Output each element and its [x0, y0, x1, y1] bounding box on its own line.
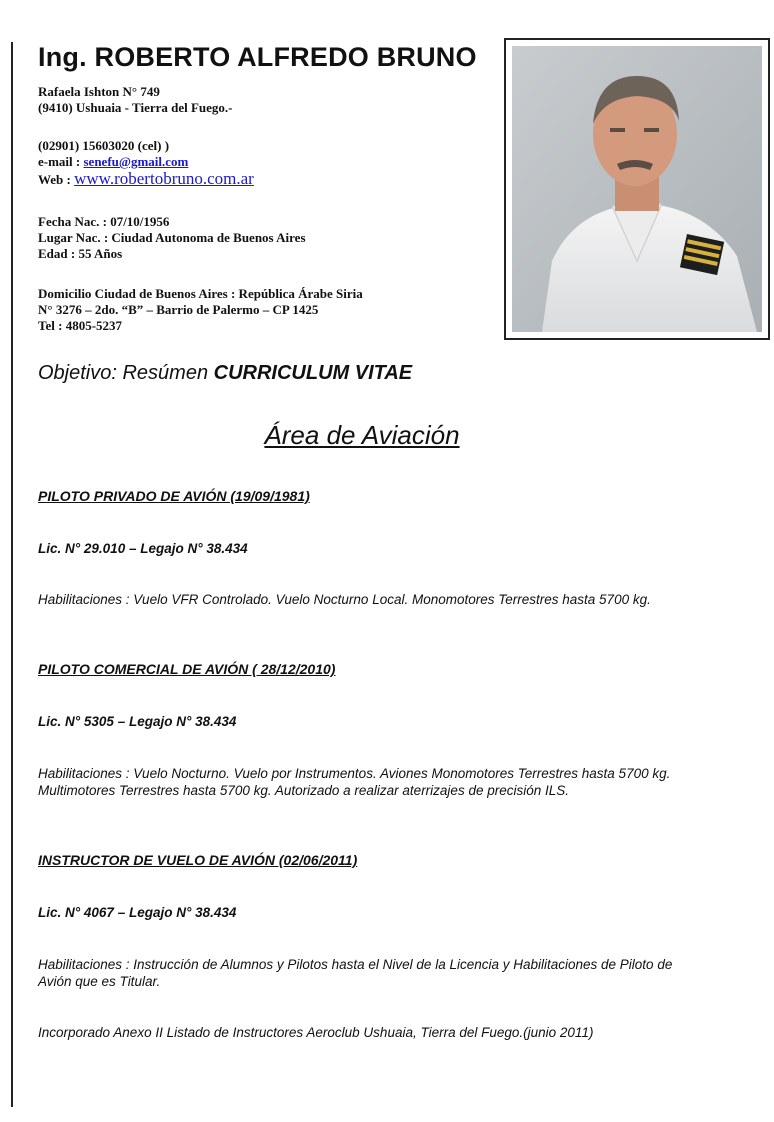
- license-title: INSTRUCTOR DE VUELO DE AVIÓN (02/06/2011): [38, 852, 358, 868]
- left-margin-rule: [11, 42, 13, 1107]
- license-ratings: Habilitaciones : Instrucción de Alumnos y Pilotos hasta el Nivel de la Licencia y Habilitaciones de Piloto de Avión que es Titular.: [38, 957, 673, 989]
- web-row: [38, 171, 254, 188]
- phone: (02901) 15603020 (cel) ): [38, 138, 170, 153]
- license-number: Lic. N° 4067 – Legajo N° 38.434: [38, 905, 237, 920]
- contact-block: [38, 138, 254, 188]
- objective: [38, 362, 412, 385]
- license-ratings: Habilitaciones : Vuelo VFR Controlado. Vuelo Nocturno Local. Monomotores Terrestres hasta 5700 kg.: [38, 592, 651, 607]
- age: Edad : 55 Años: [38, 246, 123, 261]
- license-ratings: Habilitaciones : Vuelo Nocturno. Vuelo por Instrumentos. Aviones Monomotores Terrestres hasta 5700 kg. Multimotores Terrestres hasta 5700 kg. Autorizado a realizar aterrizajes de precisión ILS.: [38, 766, 671, 798]
- email-link[interactable]: senefu@gmail.com: [83, 154, 189, 169]
- candidate-name: Ing. ROBERTO ALFREDO BRUNO: [38, 42, 477, 72]
- objective-value: CURRICULUM VITAE: [213, 362, 413, 384]
- email-row: [38, 154, 254, 170]
- license-number: Lic. N° 5305 – Legajo N° 38.434: [38, 714, 237, 729]
- section-title: Área de Aviación: [264, 420, 460, 450]
- ba-address-line2: N° 3276 – 2do. “B” – Barrio de Palermo – CP 1425: [38, 302, 319, 317]
- objective-label: Objetivo: Resúmen: [38, 362, 214, 384]
- web-label: Web :: [38, 172, 75, 187]
- license-title: PILOTO COMERCIAL DE AVIÓN ( 28/12/2010): [38, 661, 336, 677]
- personal-data-block: [38, 214, 306, 262]
- email-label: e-mail :: [38, 154, 84, 169]
- profile-photo: [512, 46, 762, 332]
- address-city: (9410) Ushuaia - Tierra del Fuego.-: [38, 100, 233, 115]
- instructor-note: Incorporado Anexo II Listado de Instructores Aeroclub Ushuaia, Tierra del Fuego.(junio 2011): [38, 1025, 594, 1040]
- birth-date: Fecha Nac. : 07/10/1956: [38, 214, 170, 229]
- profile-photo-frame: [504, 38, 770, 340]
- ba-address-line1: Domicilio Ciudad de Buenos Aires : República Árabe Siria: [38, 286, 363, 301]
- address-block: [38, 84, 233, 116]
- license-title: PILOTO PRIVADO DE AVIÓN (19/09/1981): [38, 488, 310, 504]
- address-line: Rafaela Ishton N° 749: [38, 84, 160, 99]
- web-link[interactable]: www.robertobruno.com.ar: [74, 169, 254, 188]
- license-number: Lic. N° 29.010 – Legajo N° 38.434: [38, 541, 248, 556]
- ba-address-block: [38, 286, 363, 334]
- ba-phone: Tel : 4805-5237: [38, 318, 123, 333]
- birth-place: Lugar Nac. : Ciudad Autonoma de Buenos Aires: [38, 230, 306, 245]
